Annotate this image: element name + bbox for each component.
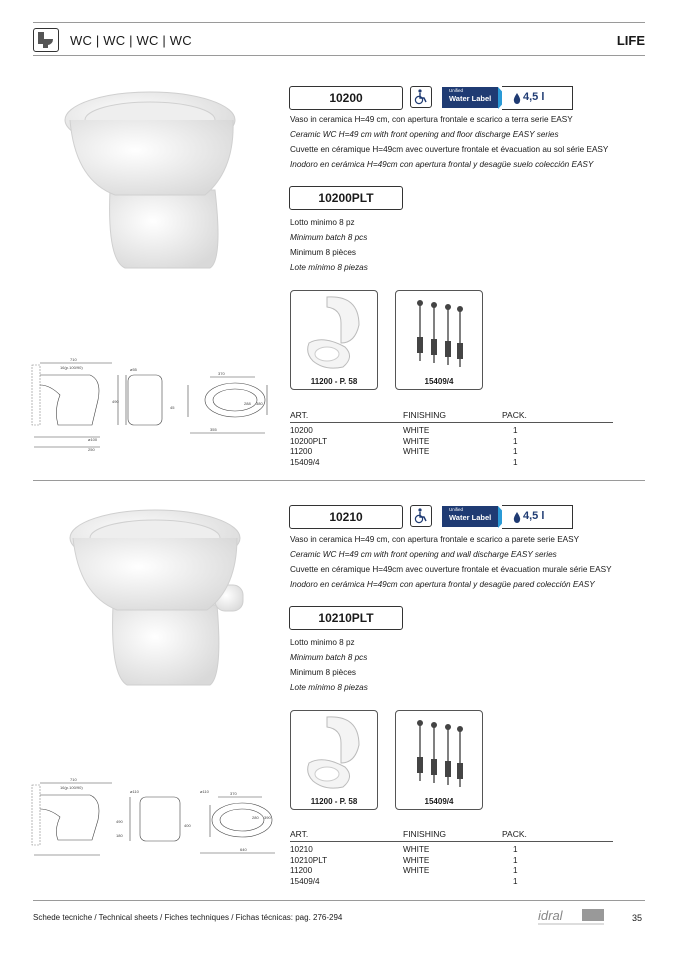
batch-it: Lotto minimo 8 pz [290,218,355,227]
table-col-finishing: WHITE WHITE WHITE [403,845,430,876]
section-divider [33,480,645,481]
table-col-finishing: WHITE WHITE WHITE [403,426,430,457]
water-drop-icon [513,510,521,521]
description-fr: Cuvette en céramique H=49cm avec ouverture frontale et évacuation murale série EASY [290,565,612,574]
description-it: Vaso in ceramica H=49 cm, con apertura frontale e scarico a terra serie EASY [290,115,573,124]
footer-text: Schede tecniche / Technical sheets / Fiches techniques / Fichas técnicas: pag. 276-294 [33,913,343,922]
description-es: Inodoro en cerámica H=49cm con apertura frontal y desagüe pared colección EASY [290,580,595,589]
wc-category-icon [33,28,59,52]
description-block-10210 [290,532,612,592]
description-en: Ceramic WC H=49 cm with front opening and wall discharge EASY series [290,550,557,559]
batch-it: Lotto minimo 8 pz [290,638,355,647]
plt-code-10200PLT: 10200PLT [289,186,403,210]
toilet-seat-icon [305,715,363,791]
dim-d1: ø110 [130,789,139,794]
product-code-10200: 10200 [289,86,403,110]
accessory-seat-label: 11200 - P. 58 [310,797,358,806]
accessory-seat-card[interactable] [290,710,378,810]
table-col-art: 10210 10210PLT 11200 15409/4 [290,845,328,886]
table-col-pack: 1 1 1 1 [513,426,518,467]
water-label-badge [442,87,498,108]
dim-h1: 490 [116,819,123,824]
table-header-pack: PACK. [502,829,527,839]
accessory-screws-label: 15409/4 [424,797,454,806]
toilet-seat-icon [305,295,363,371]
description-fr: Cuvette en céramique H=49cm avec ouverture frontale et évacuation au sol série EASY [290,145,609,154]
category-label: WC | WC | WC | WC [70,33,192,48]
dim-opening: 16(p.100/90) [60,785,83,790]
batch-fr: Minimum 8 pièces [290,668,356,677]
table-rule [290,841,613,842]
table-header-art: ART. [290,829,309,839]
dim-d2: 370 [230,791,237,796]
product-photo-10200 [55,80,245,280]
fixing-screws-icon [410,717,468,789]
batch-es: Lote mínimo 8 piezas [290,263,368,272]
accessory-screws-card[interactable] [395,710,483,810]
water-value: 4,5 l [523,510,545,522]
wheelchair-accessible-icon [410,86,432,108]
dim-h2: 45 [170,405,175,410]
batch-block-10210 [290,635,368,695]
description-es: Inodoro en cerámica H=49cm con apertura frontal y desagüe suelo colección EASY [290,160,594,169]
product-photo-10210 [55,500,255,695]
page-number: 35 [631,913,642,923]
dim-r1: ø110 [200,789,209,794]
description-it: Vaso in ceramica H=49 cm, con apertura frontale e scarico a parete serie EASY [290,535,580,544]
dim-h3: 288 [244,401,251,406]
fixing-screws-icon [410,297,468,369]
technical-drawing-10210 [30,775,278,885]
table-col-pack: 1 1 1 1 [513,845,518,886]
water-label-badge [442,506,498,527]
table-header-pack: PACK. [502,410,527,420]
dim-d2: 370 [218,371,225,376]
dim-h2: 400 [184,823,191,828]
dim-r2: 640 [240,847,247,852]
description-en: Ceramic WC H=49 cm with front opening and floor discharge EASY series [290,130,559,139]
dim-width: 710 [70,777,77,782]
wheelchair-accessible-icon [410,505,432,527]
batch-fr: Minimum 8 pièces [290,248,356,257]
dim-d1: ø55 [130,367,137,372]
table-header-finishing: FINISHING [403,829,446,839]
svg-text:idral: idral [538,908,563,923]
batch-block-10200 [290,215,368,275]
dim-h4: 380 [256,401,263,406]
product-code-10210: 10210 [289,505,403,529]
dim-width: 710 [70,357,77,362]
water-label-text: Water Label [449,94,492,103]
table-header-art: ART. [290,410,309,420]
dim-h3: 280 [252,815,259,820]
dim-h5: 180 [116,833,123,838]
dim-h5: 355 [210,427,217,432]
table-header-finishing: FINISHING [403,410,446,420]
dim-r1: ø100 [88,437,98,442]
table-rule [290,422,613,423]
description-block-10200 [290,112,608,172]
top-rule [33,22,645,23]
plt-code-10210PLT: 10210PLT [289,606,403,630]
batch-en: Minimum batch 8 pcs [290,233,368,242]
dim-r2: 250 [88,447,95,452]
water-label-text: Water Label [449,513,492,522]
accessory-seat-label: 11200 - P. 58 [310,377,358,386]
header-rule [33,55,645,56]
water-label-top: Unified [449,88,464,93]
table-col-art: 10200 10200PLT 11200 15409/4 [290,426,328,467]
batch-en: Minimum batch 8 pcs [290,653,368,662]
accessory-seat-card[interactable] [290,290,378,390]
water-label-top: Unified [449,507,464,512]
water-value: 4,5 l [523,91,545,103]
accessory-screws-card[interactable] [395,290,483,390]
accessory-screws-label: 15409/4 [424,377,454,386]
dim-opening: 16(p.100/90) [60,365,83,370]
technical-drawing-10200 [30,355,270,465]
dim-h4: 390 [264,815,271,820]
footer-rule [33,900,645,901]
collection-title: LIFE [616,33,645,48]
dim-h1: 490 [112,399,119,404]
batch-es: Lote mínimo 8 piezas [290,683,368,692]
water-drop-icon [513,91,521,102]
brand-logo [538,907,608,927]
